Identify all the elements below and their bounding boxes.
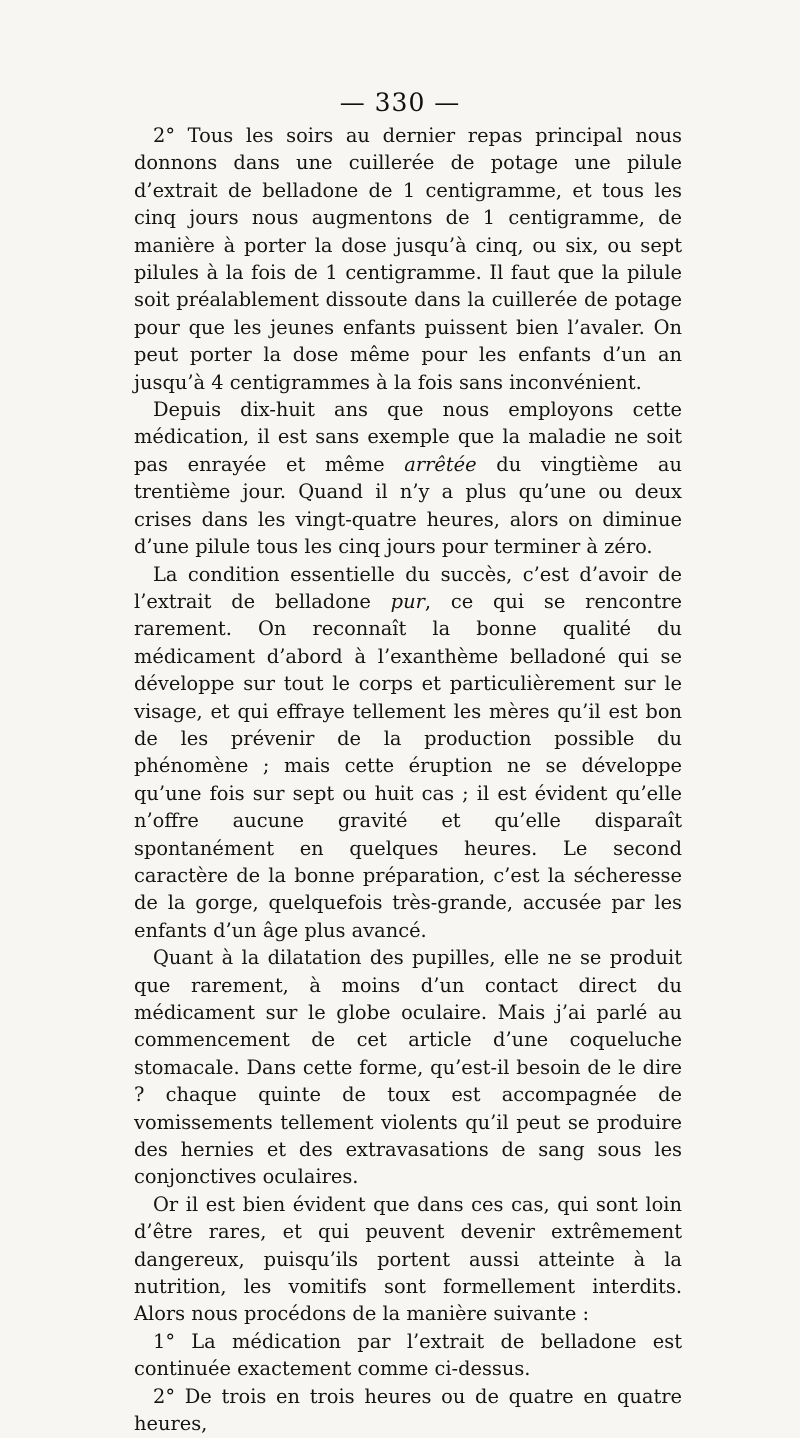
- paragraph-results: [134, 396, 682, 560]
- paragraph-dosage: 2° Tous les soirs au dernier repas principal nous donnons dans une cuillerée de potage une pilule d’extrait de belladone de 1 centigramme, et tous les cinq jours nous augmentons de 1 centigramme, de manière à porter la dose jusqu’à cinq, ou six, ou sept pilules à la fois de 1 centigramme. Il faut que la pilule soit préalablement dissoute dans la cuillerée de potage pour que les jeunes enfants puissent bien l’avaler. On peut porter la dose même pour les enfants d’un an jusqu’à 4 centigrammes à la fois sans inconvénient.: [134, 124, 682, 394]
- italic-pur: pur: [390, 589, 425, 613]
- italic-arretee: arrêtée: [404, 452, 477, 476]
- paragraph-results-end: du vingtième au trentième jour. Quand il n’y a plus qu’une ou deux crises dans les vingt-quatre heures, alors on diminue d’une pilule tous les cinq jours pour terminer à zéro.: [134, 452, 682, 559]
- paragraph-step-two: 2° De trois en trois heures ou de quatre en quatre heures,: [134, 1384, 682, 1436]
- page-number: — 330 —: [339, 88, 461, 117]
- paragraph-cases: Or il est bien évident que dans ces cas, qui sont loin d’être rares, et qui peuvent devenir extrêmement dangereux, puisqu’ils portent aussi atteinte à la nutrition, les vomitifs sont formellement interdits. Alors nous procédons de la manière suivante :: [134, 1192, 682, 1326]
- paragraph-pupils: Quant à la dilatation des pupilles, elle ne se produit que rarement, à moins d’un contact direct du médicament sur le globe oculaire. Mais j’ai parlé au commencement de cet article d’une coqueluche stomacale. Dans cette forme, qu’est-il besoin de le dire ? chaque quinte de toux est accompagnée de vomissements tellement violents qu’il peut se produire des hernies et des extravasations de sang sous les conjonctives oculaires.: [134, 946, 682, 1189]
- paragraph-quality-start: La condition essentielle du succès, c’est d’avoir de l’extrait de belladone: [134, 562, 682, 613]
- body-text: [134, 122, 682, 1438]
- paragraph-results-start: Depuis dix-huit ans que nous employons cette médication, il est sans exemple que la maladie ne soit pas enrayée et même: [134, 398, 682, 476]
- paragraph-quality-end: , ce qui se rencontre rarement. On reconnaît la bonne qualité du médicament d’abord à l’exanthème belladoné qui se développe sur tout le corps et particulièrement sur le visage, et qui effraye tellement les mères qu’il est bon de les prévenir de la production possible du phénomène ; mais cette éruption ne se développe qu’une fois sur sept ou huit cas ; il est évident qu’elle n’offre aucune gravité et qu’elle disparaît spontanément en quelques heures. Le second caractère de la bonne préparation, c’est la sécheresse de la gorge, quelquefois très-grande, accusée par les enfants d’un âge plus avancé.: [134, 589, 682, 942]
- paragraph-quality: [134, 561, 682, 945]
- paragraph-step-one: 1° La médication par l’extrait de belladone est continuée exactement comme ci-dessus.: [134, 1329, 682, 1381]
